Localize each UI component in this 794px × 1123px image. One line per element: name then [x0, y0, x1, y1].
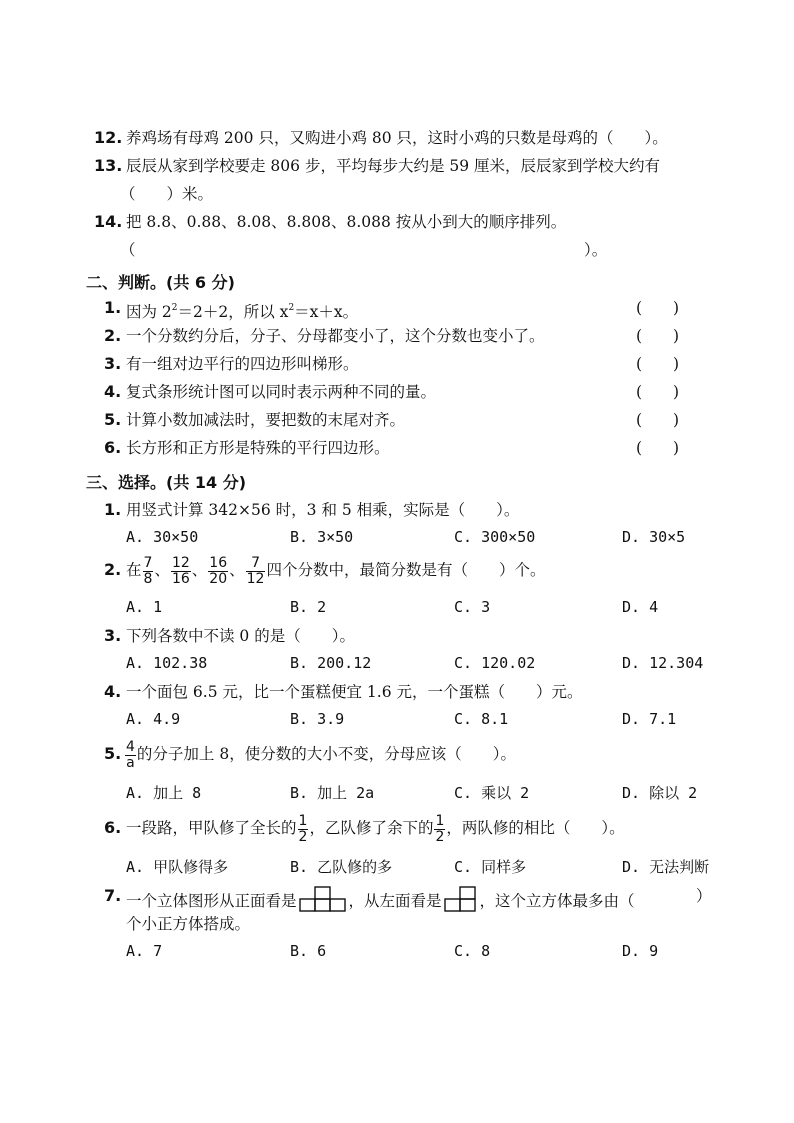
question-13-text: 辰辰从家到学校要走 806 步，平均每步大约是 59 厘米，辰辰家到学校大约有 [126, 157, 661, 175]
question-number: 4. [104, 382, 122, 401]
option-b[interactable]: B. 乙队修的多 [290, 858, 393, 876]
choice-7-text: 一个立体图形从正面看是 ，从左面看是 ，这个立方体最多由（ [126, 886, 635, 912]
question-number: 2. [104, 560, 122, 579]
answer-paren[interactable]: ( ) [636, 299, 680, 317]
question-number: 6. [104, 438, 122, 457]
fraction: $\frac{7}{8}$ [143, 554, 153, 587]
section-heading-judge: 二、判断。(共 6 分) [86, 273, 235, 292]
option-a[interactable]: A. 7 [126, 942, 163, 960]
question-number: 4. [104, 682, 122, 701]
option-c[interactable]: C. 乘以 2 [454, 784, 530, 802]
option-a[interactable]: A. 30×50 [126, 528, 199, 546]
question-13-blank: （ ）米。 [120, 185, 214, 203]
option-c[interactable]: C. 300×50 [454, 528, 536, 546]
section-heading-choice: 三、选择。(共 14 分) [86, 473, 247, 492]
option-b[interactable]: B. 3×50 [290, 528, 354, 546]
question-number: 12. [94, 128, 123, 147]
answer-paren[interactable]: ( ) [636, 383, 680, 401]
answer-paren[interactable]: ( ) [636, 439, 680, 457]
answer-paren-close: ）。 [584, 241, 608, 259]
option-a[interactable]: A. 甲队修得多 [126, 858, 229, 876]
fraction: $\frac{1}{2}$ [435, 812, 445, 845]
judge-5-text: 计算小数加减法时，要把数的末尾对齐。 [126, 411, 406, 429]
option-d[interactable]: D. 12.304 [622, 654, 704, 672]
question-number: 7. [104, 886, 122, 905]
question-number: 1. [104, 500, 122, 519]
choice-1-text: 用竖式计算 342×56 时，3 和 5 相乘，实际是（ ）。 [126, 501, 520, 519]
answer-paren-open: （ [120, 241, 136, 259]
question-number: 5. [104, 744, 122, 763]
option-d[interactable]: D. 7.1 [622, 710, 677, 728]
judge-2-text: 一个分数约分后，分子、分母都变小了，这个分数也变小了。 [126, 327, 545, 345]
answer-paren[interactable]: ( ) [636, 327, 680, 345]
option-d[interactable]: D. 30×5 [622, 528, 686, 546]
option-a[interactable]: A. 102.38 [126, 654, 208, 672]
fraction: $\frac{4}{a}$ [126, 738, 135, 771]
option-c[interactable]: C. 120.02 [454, 654, 536, 672]
question-14-text: 把 8.8、0.88、8.08、8.808、8.088 按从小到大的顺序排列。 [126, 213, 567, 231]
fraction: $\frac{7}{12}$ [246, 554, 265, 587]
choice-3-text: 下列各数中不读 0 的是（ ）。 [126, 627, 355, 645]
option-a[interactable]: A. 4.9 [126, 710, 181, 728]
judge-1-text: 因为 $2^2=2+2$，所以 $x^2=x+x$。 [126, 303, 359, 321]
option-b[interactable]: B. 加上 2a [290, 784, 375, 802]
option-a[interactable]: A. 1 [126, 598, 163, 616]
option-c[interactable]: C. 8.1 [454, 710, 509, 728]
left-view-figure [444, 886, 478, 912]
fraction: $\frac{12}{16}$ [171, 554, 190, 587]
choice-7-line2: 个小正方体搭成。 [126, 915, 251, 933]
question-12-text: 养鸡场有母鸡 200 只，又购进小鸡 80 只，这时小鸡的只数是母鸡的（ ）。 [126, 129, 668, 147]
question-number: 3. [104, 626, 122, 645]
option-b[interactable]: B. 200.12 [290, 654, 372, 672]
question-number: 6. [104, 818, 122, 837]
option-c[interactable]: C. 8 [454, 942, 491, 960]
option-d[interactable]: D. 除以 2 [622, 784, 698, 802]
question-number: 3. [104, 354, 122, 373]
option-c[interactable]: C. 同样多 [454, 858, 527, 876]
choice-4-text: 一个面包 6.5 元，比一个蛋糕便宜 1.6 元，一个蛋糕（ ）元。 [126, 683, 583, 701]
question-number: 14. [94, 212, 123, 231]
question-number: 2. [104, 326, 122, 345]
judge-3-text: 有一组对边平行的四边形叫梯形。 [126, 355, 359, 373]
option-a[interactable]: A. 加上 8 [126, 784, 202, 802]
option-b[interactable]: B. 2 [290, 598, 327, 616]
option-d[interactable]: D. 无法判断 [622, 858, 710, 876]
option-d[interactable]: D. 4 [622, 598, 659, 616]
question-number: 1. [104, 298, 122, 317]
choice-2-text: 在 $\frac{7}{8}$ 、 $\frac{12}{16}$ 、 $\frac{16}{20}$ 、 $\frac{7}{12}$ 四个分数中，最简分数是有（ ）个。 [126, 554, 546, 587]
front-view-figure [299, 886, 347, 912]
option-b[interactable]: B. 3.9 [290, 710, 345, 728]
option-d[interactable]: D. 9 [622, 942, 659, 960]
judge-4-text: 复式条形统计图可以同时表示两种不同的量。 [126, 383, 437, 401]
answer-paren[interactable]: ( ) [636, 355, 680, 373]
option-b[interactable]: B. 6 [290, 942, 327, 960]
fraction: $\frac{16}{20}$ [209, 554, 228, 587]
judge-6-text: 长方形和正方形是特殊的平行四边形。 [126, 439, 390, 457]
choice-6-text: 一段路，甲队修了全长的 $\frac{1}{2}$ ，乙队修了余下的 $\frac{1}{2}$ ，两队修的相比（ ）。 [126, 812, 625, 845]
question-number: 5. [104, 410, 122, 429]
option-c[interactable]: C. 3 [454, 598, 491, 616]
question-number: 13. [94, 156, 123, 175]
answer-paren-close: ） [696, 887, 712, 905]
answer-paren[interactable]: ( ) [636, 411, 680, 429]
fraction: $\frac{1}{2}$ [298, 812, 308, 845]
choice-5-text: $\frac{4}{a}$ 的分子加上 8，使分数的大小不变，分母应该（ ）。 [126, 738, 516, 771]
